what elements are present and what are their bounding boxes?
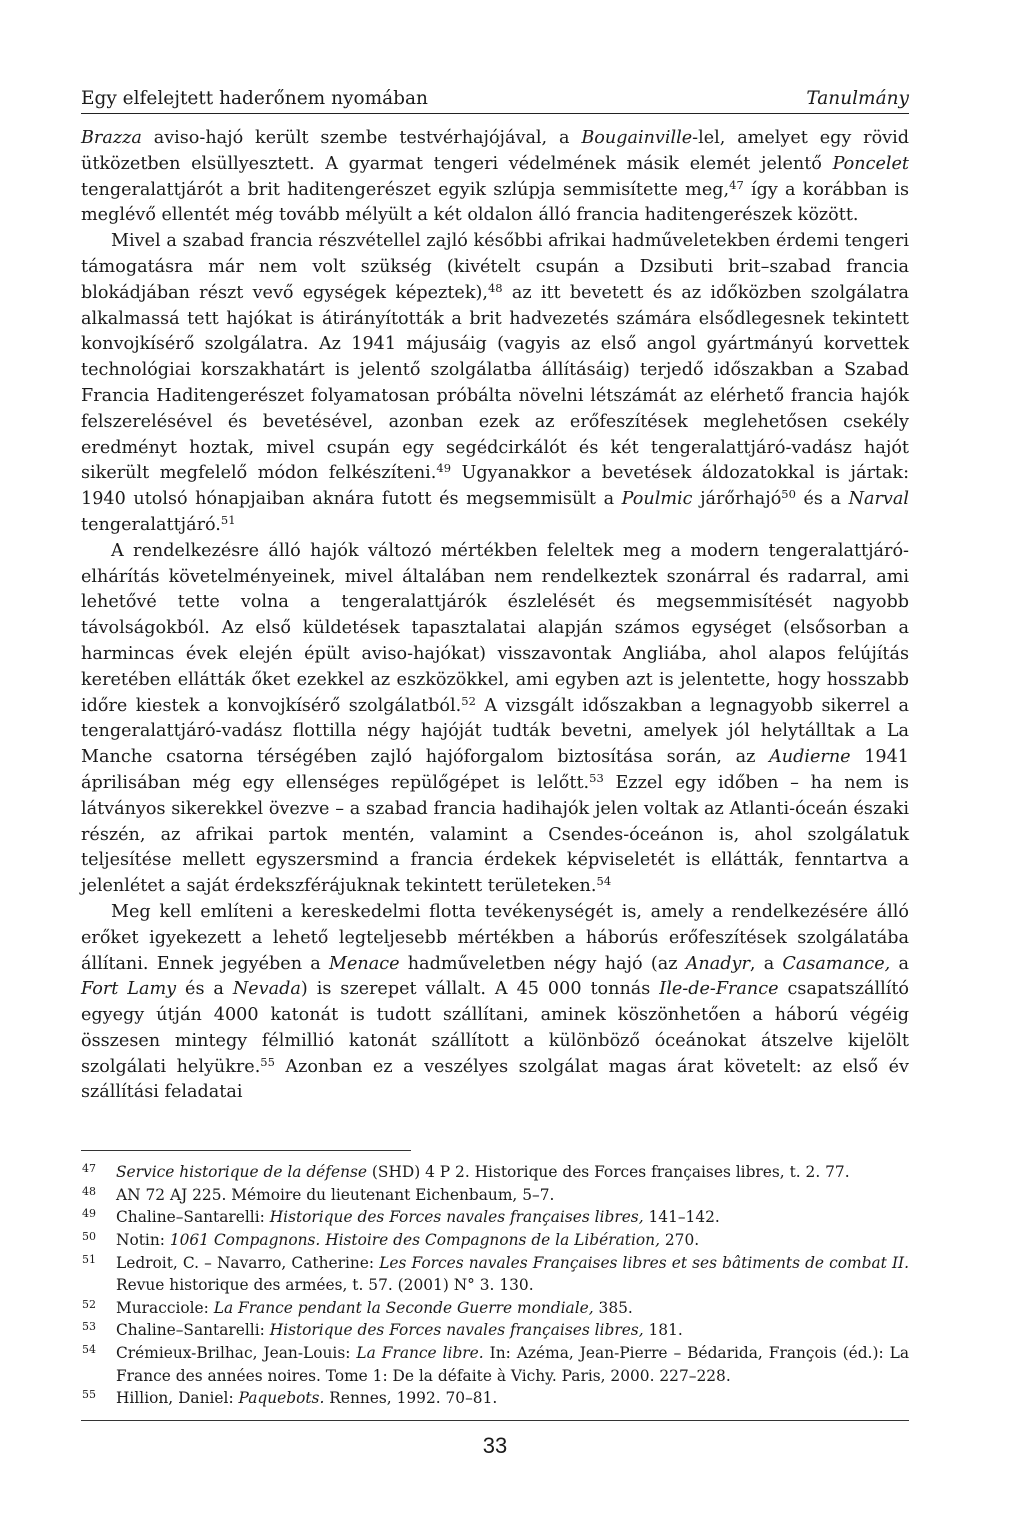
text-run: , a — [749, 953, 783, 974]
text-run: In: Azéma, Jean-Pierre – Bédarida, François (éd.): La France des années noires. Tome 1: De la défaite à Vichy. Paris, 2000. 227–228. — [116, 1344, 909, 1385]
title-run: La France pendant la Seconde Guerre mondiale, — [213, 1298, 594, 1317]
title-run: 1061 Compagnons. Histoire des Compagnons de la Libération, — [169, 1231, 660, 1250]
footnote-number: 54 — [82, 1343, 96, 1357]
footnote-50 — [81, 1229, 909, 1252]
title-run: Les Forces navales Françaises libres et ses bâtiments de combat II. — [379, 1253, 909, 1272]
ship-name: Brazza — [81, 128, 142, 148]
text-run: Azonban ez a veszélyes szolgálat magas árat követelt: az első év szállítási feladatai — [81, 1056, 909, 1103]
paragraph-4 — [81, 900, 909, 1106]
paragraph-3 — [81, 539, 909, 900]
text-run: 270. — [659, 1231, 700, 1250]
footnote-ref[interactable]: 47 — [729, 177, 744, 192]
footnote-ref[interactable]: 52 — [461, 693, 476, 708]
footnote-number: 48 — [82, 1184, 96, 1198]
ship-name: Poncelet — [832, 153, 909, 174]
footnote-number: 49 — [82, 1207, 96, 1221]
footnote-ref[interactable]: 51 — [220, 512, 236, 527]
text-run: Meg kell említeni a kereskedelmi flotta tevékenységét is, amely a rendelkezésére álló erőket igyekezett a lehető legteljesebb mértékben a háborús erőfeszítések szolgálatába állítani. Ennek jegyében a — [81, 901, 909, 974]
footnote-ref[interactable]: 54 — [596, 874, 612, 889]
running-head — [81, 88, 909, 114]
footnote-54 — [81, 1342, 909, 1387]
ship-name: Bougainville — [581, 128, 693, 148]
footnote-text — [116, 1161, 909, 1184]
footnote-text — [116, 1184, 909, 1207]
footnote-49 — [81, 1206, 909, 1229]
text-run: a — [890, 953, 909, 974]
footnote-text — [116, 1319, 909, 1342]
text-run: A vizsgált időszakban a legnagyobb sikerrel a tengeralattjáró-vadász flottilla négy hajóját tudták bevetni, amelyek jól helytálltak a La Manche csatorna térségében zajló hajóforgalom biztosítása során, az — [81, 695, 909, 768]
footnote-52 — [81, 1297, 909, 1320]
footnote-text — [116, 1342, 909, 1387]
footnote-number: 55 — [82, 1388, 96, 1402]
text-run: Ledroit, C. – Navarro, Catherine: — [116, 1253, 380, 1272]
text-run: Chaline–Santarelli: — [116, 1208, 270, 1227]
text-run: Mivel a szabad francia részvétellel zajló későbbi afrikai hadműveletekben érdemi tengeri támogatásra már nem volt szükség (kivételt csupán a Dzsibuti brit–szabad francia blokádjában részt vevő egységek képeztek), — [81, 231, 909, 303]
text-run: -lel, amelyet egy rövid ütközetben elsüllyesztett. A gyarmat tengeri védelmének másik elemét jelentő — [81, 128, 910, 174]
title-run: Historique des Forces navales françaises libres, — [269, 1208, 644, 1227]
text-run: Rennes, 1992. 70–81. — [324, 1389, 498, 1408]
text-run: ) is szerepet vállalt. A 45 000 tonnás — [300, 979, 660, 1000]
text-run: tengeralattjáró. — [81, 514, 221, 535]
text-run: az itt bevetett és az időközben szolgálatra alkalmassá tett hajókat is átirányították a brit hadvezetés számára elsődlegesnek tekintett konvojkísérő szolgálatra. Az 1941 májusáig (vagyis az első angol gyártmányú korvettek technológiai korszakhatárt is jelentő szolgálatba állításáig) terjedő időszakban a Szabad Francia Haditengerészet folyamatosan próbálta növelni létszámát az elérhető francia hajók felszerelésével és bevetésével, azonban ezek az erőfeszítések meglehetősen csekély eredményt hoztak, mivel csupán egy segédcirkálót és két tengeralattjáró-vadász hajót sikerült megfelelő módon felkészíteni. — [81, 282, 909, 484]
text-run: Hillion, Daniel: — [116, 1389, 239, 1408]
footnote-ref[interactable]: 53 — [589, 770, 604, 785]
ship-name: Fort Lamy — [81, 979, 177, 1000]
text-run: Ezzel egy időben – ha nem is látványos sikerekkel övezve – a szabad francia hadihajók jelen voltak az Atlanti-óceán északi részén, az afrikai partok mentén, valamint a Csendes-óceánon is, ahol szolgálatuk teljesítése mellett egyszersmind a francia érdekek képviseletét is ellátták, fenntartva a jelenlétet a saját érdekszférájuknak tekintett területeken. — [81, 772, 909, 897]
page — [81, 88, 909, 1459]
footnote-text — [116, 1387, 909, 1410]
footnote-text — [116, 1297, 909, 1320]
footnote-53 — [81, 1319, 909, 1342]
text-run: járőrhajó — [692, 489, 782, 510]
footnote-47 — [81, 1161, 909, 1184]
ship-name: Audierne — [769, 747, 851, 768]
text-run: aviso-hajó került szembe testvérhajójával, a — [141, 128, 582, 148]
footnote-ref[interactable]: 48 — [487, 280, 503, 295]
bottom-rule — [81, 1420, 909, 1421]
title-run: Paquebots. — [238, 1389, 325, 1408]
text-run: Chaline–Santarelli: — [116, 1321, 270, 1340]
paragraph-2 — [81, 229, 909, 539]
footnote-number: 50 — [82, 1230, 96, 1244]
footnote-number: 52 — [82, 1297, 96, 1311]
footnote-text — [116, 1229, 909, 1252]
text-run: 141–142. — [643, 1208, 720, 1227]
text-run: Revue historique des armées, t. 57. (2001) N° 3. 130. — [116, 1276, 534, 1295]
operation-name: Menace — [329, 953, 400, 974]
text-run: és a — [176, 979, 233, 1000]
text-run: (SHD) 4 P 2. Historique des Forces françaises libres, t. 2. 77. — [367, 1163, 850, 1182]
footnote-separator — [81, 1150, 411, 1151]
page-number: 33 — [482, 1432, 508, 1458]
running-head-title: Egy elfelejtett haderőnem nyomában — [81, 88, 428, 109]
text-run: így a korábban is meglévő ellentét még tovább mélyült a két oldalon álló francia haditengerészek között. — [81, 179, 910, 226]
text-run: Notin: — [116, 1231, 170, 1250]
text-run: AN 72 AJ 225. Mémoire du lieutenant Eichenbaum, 5–7. — [116, 1185, 555, 1204]
ship-name: Ile-de-France — [659, 979, 779, 1000]
paragraph-1 — [81, 126, 909, 229]
ship-name: Nevada — [232, 979, 301, 1000]
footnote-48 — [81, 1184, 909, 1207]
footnotes — [81, 1161, 909, 1410]
text-run: csapatszállító egyegy útján 4000 katonát is tudott szállítani, aminek köszönhetően a háború végéig összesen mintegy félmillió katonát szállított a különböző óceánokat átszelve kijelölt szolgálati helyükre. — [81, 979, 910, 1077]
title-run: La France libre. — [356, 1344, 484, 1363]
footnote-ref[interactable]: 50 — [781, 487, 796, 502]
text-run: tengeralattjárót a brit haditengerészet egyik szlúpja semmisítette meg, — [81, 179, 730, 200]
ship-name: Anadyr — [685, 953, 750, 974]
body-text — [81, 126, 909, 1106]
text-run: Ugyanakkor a bevetések áldozatokkal is jártak: 1940 utolsó hónapjaiban aknára futott és megsemmisült a — [81, 463, 909, 510]
footnote-55 — [81, 1387, 909, 1410]
footnote-51 — [81, 1252, 909, 1297]
text-run: 181. — [643, 1321, 683, 1340]
ship-name: Poulmic — [621, 489, 693, 510]
footnote-text — [116, 1252, 909, 1297]
footnote-ref[interactable]: 55 — [260, 1054, 275, 1069]
text-run: 385. — [593, 1298, 633, 1317]
running-head-section: Tanulmány — [806, 88, 909, 109]
footnote-number: 53 — [82, 1320, 96, 1334]
title-run: Service historique de la défense — [116, 1163, 367, 1182]
title-run: Historique des Forces navales françaises libres, — [269, 1321, 644, 1340]
text-run: Crémieux-Brilhac, Jean-Louis: — [116, 1344, 357, 1363]
text-run: és a — [795, 489, 849, 510]
footnote-text — [116, 1206, 909, 1229]
footnote-number: 51 — [82, 1252, 96, 1266]
ship-name: Narval — [848, 489, 909, 510]
text-run: hadműveletben négy hajó (az — [399, 953, 686, 974]
footnote-number: 47 — [82, 1162, 96, 1176]
text-run: Muracciole: — [116, 1298, 214, 1317]
ship-name: Casamance, — [782, 953, 891, 974]
text-run: 1941 áprilisában még egy ellenséges repülőgépet is lelőtt. — [81, 747, 909, 793]
text-run: A rendelkezésre álló hajók változó mértékben feleltek meg a modern tengeralattjáró-elhárítás követelményeinek, mivel általában nem rendelkeztek szonárral és radarral, ami lehetővé tette volna a tengeralattjárók észlelését és megsemmisítését nagyobb távolságokból. Az első küldetések tapasztalatai alapján számos egységet (elsősorban a harmincas évek elején épült aviso-hajókat) visszavontak Angliába, ahol alapos felújítás keretében ellátták őket ezekkel az eszközökkel, ami egyben azt is jelentette, hogy hosszabb időre kiestek a konvojkísérő szolgálatból. — [81, 540, 909, 716]
footnote-ref[interactable]: 49 — [436, 461, 452, 476]
